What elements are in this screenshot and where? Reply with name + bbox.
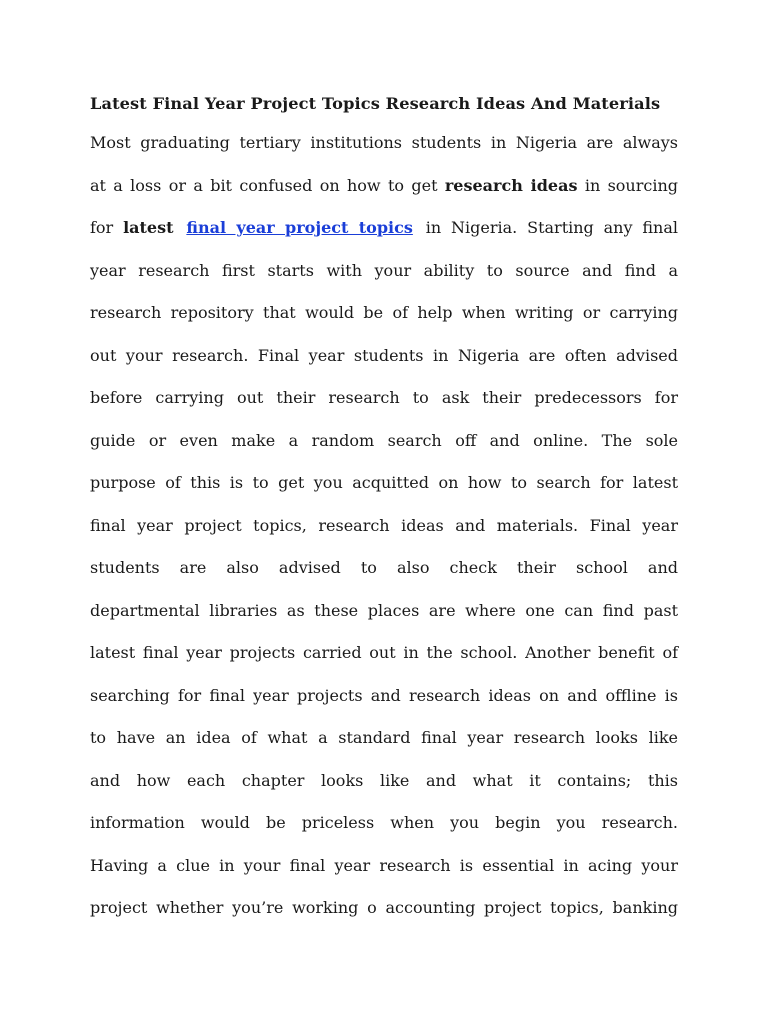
final-year-project-topics-link[interactable]: final year project topics [186,218,413,237]
document-content [90,92,678,930]
body-paragraph [90,122,678,930]
text-line: departmental libraries as these places are where one can find past [90,600,678,620]
text-line: year research first starts with your ability to source and find a [90,260,678,280]
text-line: to have an idea of what a standard final year research looks like [90,728,678,747]
text-line: latest final year projects carried out in the school. Another benefit of [90,643,678,662]
text-line: information would be priceless when you begin you research. [90,813,678,832]
text-line: before carrying out their research to ask their predecessors for [90,388,678,407]
text-run: in sourcing [584,175,679,195]
text-line: Most graduating tertiary institutions students in Nigeria are always [90,133,678,152]
text-line: research repository that would be of help when writing or carrying [90,303,678,322]
text-line [90,207,678,250]
text-line: purpose of this is to get you acquitted on how to search for latest [90,473,678,492]
document-title: Latest Final Year Project Topics Research Ideas And Materials [90,94,661,113]
text-run: in Nigeria. Starting any final [425,218,679,237]
text-line [90,165,678,208]
bold-phrase-research-ideas: research ideas [444,175,578,195]
text-line: students are also advised to also check their school and [90,558,678,577]
text-line: out your research. Final year students in Nigeria are often advised [90,345,678,365]
text-run: for [90,218,114,237]
text-line: project whether you’re working o accounting project topics, banking [90,898,678,917]
text-line: guide or even make a random search off and online. The sole [90,430,678,450]
text-line: searching for final year projects and research ideas on and offline is [90,685,678,705]
text-line: final year project topics, research ideas and materials. Final year [90,515,678,535]
text-line: Having a clue in your final year research is essential in acing your [90,855,678,875]
bold-word-latest: latest [123,218,174,237]
text-run: at a loss or a bit confused on how to get [90,175,438,195]
text-line: and how each chapter looks like and what it contains; this [90,770,678,790]
